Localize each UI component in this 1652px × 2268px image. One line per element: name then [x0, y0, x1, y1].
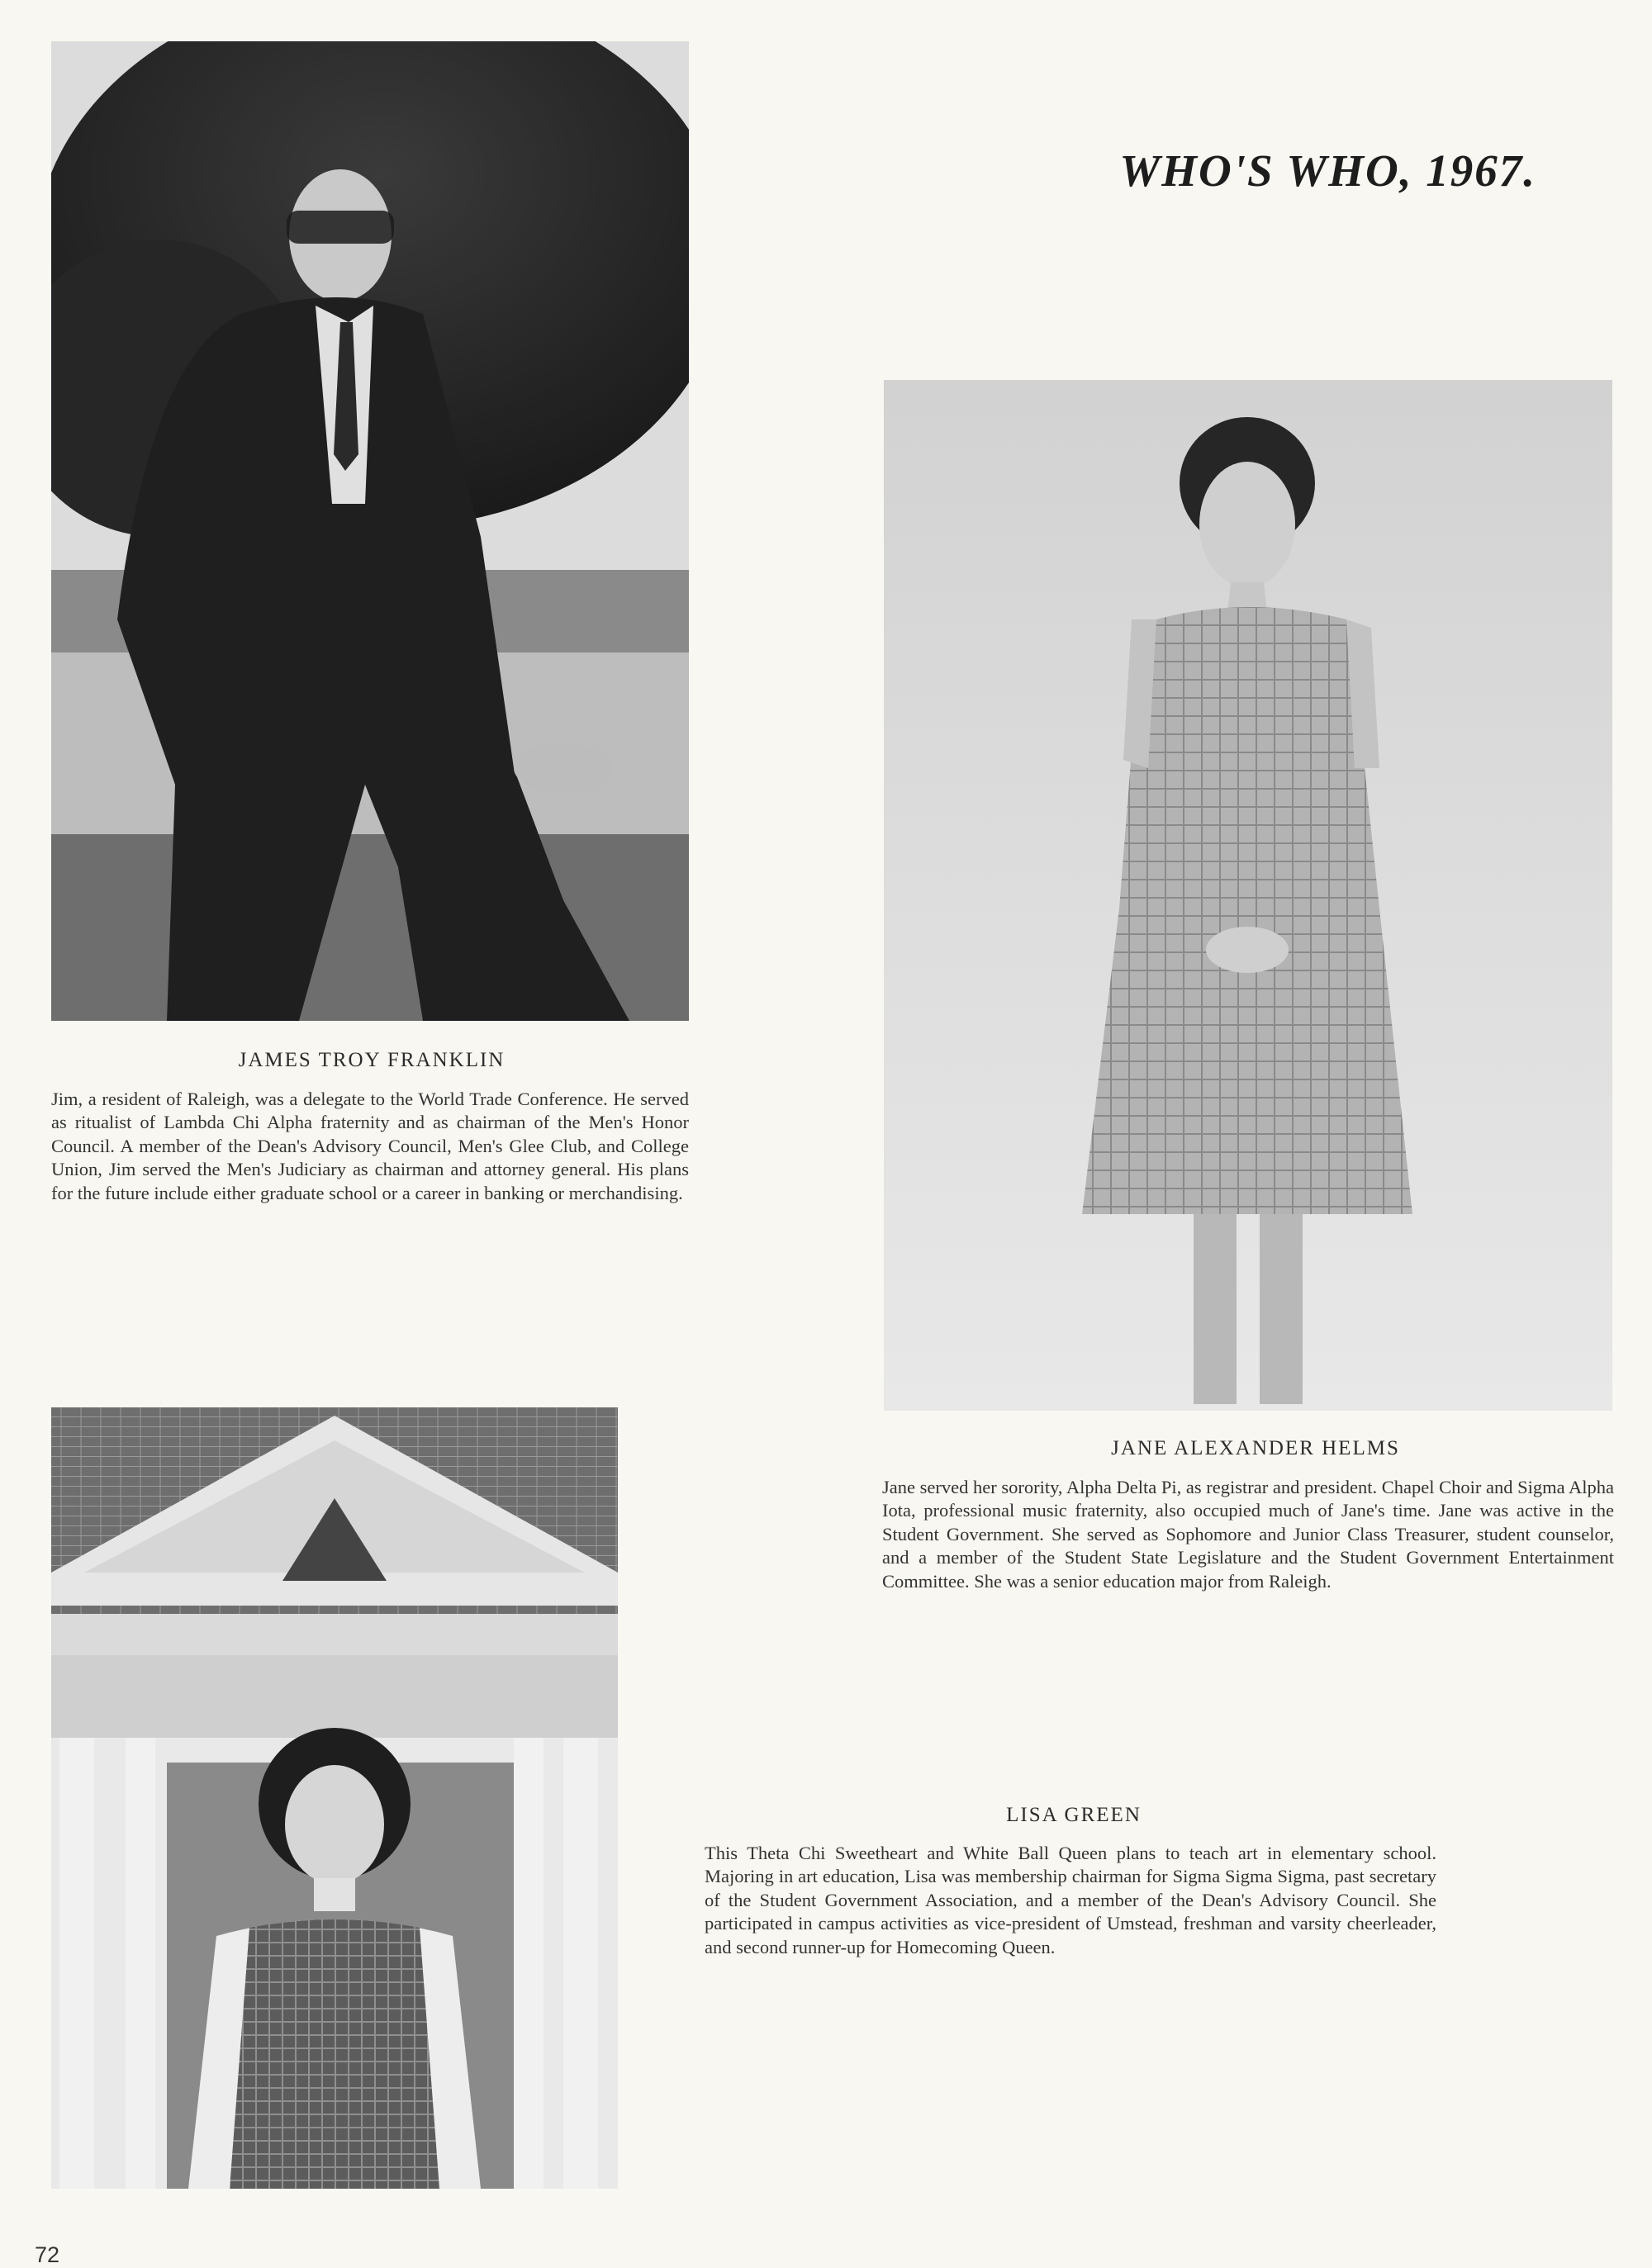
name-james-troy-franklin: JAMES TROY FRANKLIN	[238, 1049, 506, 1071]
photo-jane-alexander-helms	[884, 380, 1612, 1411]
page-heading: WHO'S WHO, 1967.	[1119, 145, 1536, 196]
photo-james-troy-franklin	[51, 41, 689, 1021]
name-lisa-green: LISA GREEN	[1006, 1804, 1142, 1826]
bio-lisa-green: This Theta Chi Sweetheart and White Ball Queen plans to teach art in elementary school. Majoring in art education, Lisa was membership chairman for Sigma Sigma Sigma, past secretary of the Student Government Association, and a member of the Dean's Advisory Council. She participated in campus activities as vice-president of Umstead, freshman and varsity cheerleader, and second runner-up for Homecoming Queen.	[705, 1843, 1436, 1957]
photo-lisa-green	[51, 1407, 618, 2189]
bio-james-troy-franklin: Jim, a resident of Raleigh, was a delegate to the World Trade Conference. He served as ritualist of Lambda Chi Alpha fraternity and as chairman of the Men's Honor Council. A member of the Dean's Advisory Council, Men's Glee Club, and College Union, Jim served the Men's Judiciary as chairman and attorney general. His plans for the future include either graduate school or a career in banking or merchandising.	[51, 1089, 689, 1203]
bio-jane-alexander-helms: Jane served her sorority, Alpha Delta Pi, as registrar and president. Chapel Choir and Sigma Alpha Iota, professional music fraternity, also occupied much of Jane's time. Jane was active in the Student Government. She served as Sophomore and Junior Class Treasurer, student counselor, and a member of the Student State Legislature and the Student Government Entertainment Committee. She was a senior education major from Raleigh.	[882, 1477, 1614, 1592]
name-jane-alexander-helms: JANE ALEXANDER HELMS	[1111, 1437, 1400, 1459]
page-number: 72	[35, 2242, 60, 2267]
